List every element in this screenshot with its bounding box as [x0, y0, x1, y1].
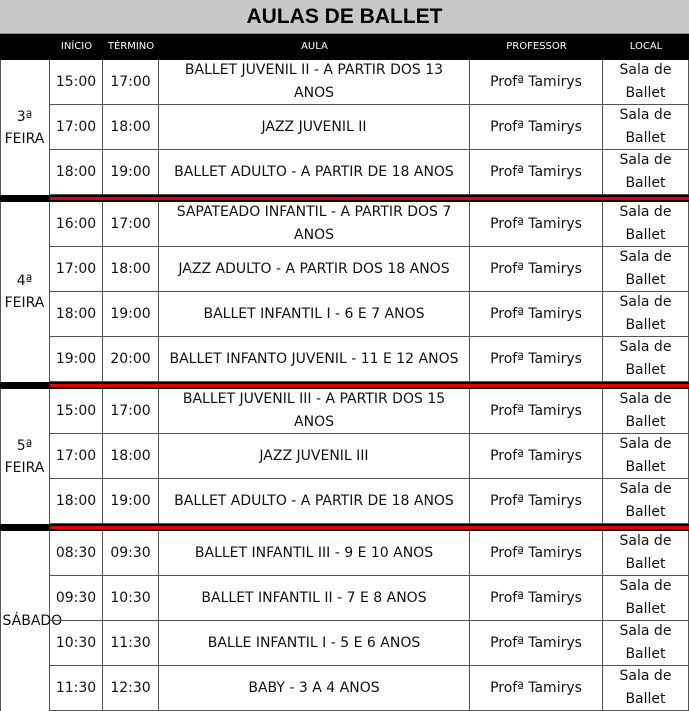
class-name-cell: [159, 202, 470, 246]
table-row: [50, 202, 689, 247]
class-name-cell: [159, 479, 470, 523]
location-cell-text: Sala de Ballet: [619, 481, 672, 520]
location-cell-text: Sala de Ballet: [619, 204, 672, 243]
class-name-cell-text: JAZZ JUVENIL II: [261, 118, 367, 135]
location-cell: [603, 60, 689, 104]
professor-cell-text: Profª Tamirys: [490, 215, 582, 232]
end-time-cell-text: 11:30: [110, 634, 151, 651]
class-name-cell: [159, 337, 470, 381]
class-name-cell-text: BALLET INFANTO JUVENIL - 11 E 12 ANOS: [169, 350, 459, 367]
professor-cell: [470, 150, 603, 194]
day-label: [0, 531, 63, 711]
table-row: [50, 247, 689, 292]
table-row: [50, 292, 689, 337]
red-separator-line: [50, 526, 689, 529]
professor-cell: [470, 621, 603, 665]
day-label: [0, 202, 50, 382]
professor-cell-text: Profª Tamirys: [490, 402, 582, 419]
class-name-cell: [159, 666, 470, 710]
class-name-cell: [159, 60, 470, 104]
header-local: LOCAL: [629, 41, 663, 52]
start-time-cell: [50, 479, 103, 523]
location-cell: [603, 337, 689, 381]
end-time-cell-text: 10:30: [110, 589, 151, 606]
day-group: [0, 389, 689, 524]
end-time-cell-text: 18:00: [110, 118, 151, 135]
class-name-cell: [159, 150, 470, 194]
table-row: [50, 531, 689, 576]
end-time-cell-text: 12:30: [110, 679, 151, 696]
day-label: [0, 389, 50, 524]
location-cell: [603, 666, 689, 710]
location-cell-text: Sala de Ballet: [619, 623, 672, 662]
class-name-cell: [159, 292, 470, 336]
class-name-cell-text: JAZZ JUVENIL III: [259, 447, 369, 464]
professor-cell: [470, 337, 603, 381]
professor-cell-text: Profª Tamirys: [490, 679, 582, 696]
professor-cell: [470, 434, 603, 478]
day-label: [0, 60, 50, 195]
end-time-cell-text: 18:00: [110, 447, 151, 464]
start-time-cell-text: 16:00: [55, 215, 97, 232]
location-cell-text: Sala de Ballet: [619, 533, 672, 572]
location-cell: [603, 247, 689, 291]
end-time-cell: [103, 389, 159, 433]
table-row: [50, 621, 689, 666]
location-cell: [603, 150, 689, 194]
location-cell: [603, 531, 689, 575]
class-name-cell: [159, 621, 470, 665]
start-time-cell-text: 10:30: [55, 634, 97, 651]
day-label-text: 3ª FEIRA: [4, 108, 45, 147]
location-cell-text: Sala de Ballet: [619, 391, 672, 430]
red-separator-line: [50, 197, 689, 200]
class-name-cell: [159, 434, 470, 478]
start-time-cell-text: 15:00: [55, 73, 97, 90]
class-name-cell: [159, 576, 470, 620]
professor-cell-text: Profª Tamirys: [490, 260, 582, 277]
location-cell-text: Sala de Ballet: [619, 578, 672, 617]
class-name-cell: [159, 389, 470, 433]
end-time-cell: [103, 479, 159, 523]
location-cell: [603, 105, 689, 149]
professor-cell: [470, 202, 603, 246]
start-time-cell-text: 18:00: [55, 492, 97, 509]
location-cell: [603, 202, 689, 246]
professor-cell: [470, 292, 603, 336]
class-name-cell: [159, 105, 470, 149]
end-time-cell-text: 17:00: [110, 73, 151, 90]
professor-cell-text: Profª Tamirys: [490, 447, 582, 464]
professor-cell-text: Profª Tamirys: [490, 163, 582, 180]
location-cell: [603, 434, 689, 478]
table-row: [50, 479, 689, 524]
start-time-cell: [50, 389, 103, 433]
start-time-cell-text: 11:30: [55, 679, 97, 696]
start-time-cell-text: 18:00: [55, 163, 97, 180]
class-name-cell-text: SAPATEADO INFANTIL - A PARTIR DOS 7 ANOS: [176, 204, 452, 243]
professor-cell: [470, 389, 603, 433]
end-time-cell: [103, 531, 159, 575]
start-time-cell: [50, 60, 103, 104]
table-header: [0, 34, 689, 60]
location-cell-text: Sala de Ballet: [619, 339, 672, 378]
professor-cell: [470, 105, 603, 149]
location-cell: [603, 576, 689, 620]
table-row: [50, 576, 689, 621]
end-time-cell: [103, 60, 159, 104]
start-time-cell-text: 15:00: [55, 402, 97, 419]
day-label-text: SÁBADO: [2, 613, 63, 629]
location-cell: [603, 479, 689, 523]
red-separator-line: [50, 384, 689, 387]
class-name-cell-text: BALLE INFANTIL I - 5 E 6 ANOS: [207, 634, 421, 651]
end-time-cell-text: 17:00: [110, 402, 151, 419]
header-professor: PROFESSOR: [506, 41, 567, 52]
header-aula: AULA: [301, 41, 328, 52]
end-time-cell-text: 18:00: [110, 260, 151, 277]
professor-cell-text: Profª Tamirys: [490, 73, 582, 90]
start-time-cell: [50, 337, 103, 381]
professor-cell-text: Profª Tamirys: [490, 350, 582, 367]
end-time-cell: [103, 247, 159, 291]
table-row: [50, 337, 689, 382]
professor-cell-text: Profª Tamirys: [490, 305, 582, 322]
location-cell: [603, 292, 689, 336]
header-termino: TÉRMINO: [107, 41, 155, 52]
class-name-cell-text: JAZZ ADULTO - A PARTIR DOS 18 ANOS: [178, 260, 450, 277]
location-cell-text: Sala de Ballet: [619, 294, 672, 333]
end-time-cell: [103, 621, 159, 665]
location-cell-text: Sala de Ballet: [619, 668, 672, 707]
end-time-cell: [103, 202, 159, 246]
location-cell-text: Sala de Ballet: [619, 436, 672, 475]
end-time-cell: [103, 666, 159, 710]
table-row: [50, 60, 689, 105]
start-time-cell-text: 09:30: [55, 589, 97, 606]
location-cell-text: Sala de Ballet: [619, 249, 672, 288]
class-name-cell: [159, 531, 470, 575]
table-row: [50, 666, 689, 711]
professor-cell-text: Profª Tamirys: [490, 544, 582, 561]
professor-cell-text: Profª Tamirys: [490, 634, 582, 651]
start-time-cell: [50, 150, 103, 194]
group-separator: [0, 524, 689, 531]
start-time-cell-text: 17:00: [55, 447, 97, 464]
end-time-cell-text: 19:00: [110, 163, 151, 180]
class-name-cell-text: BALLET INFANTIL II - 7 E 8 ANOS: [201, 589, 427, 606]
end-time-cell: [103, 292, 159, 336]
class-name-cell-text: BALLET INFANTIL I - 6 E 7 ANOS: [203, 305, 425, 322]
end-time-cell: [103, 150, 159, 194]
day-label-text: 5ª FEIRA: [4, 437, 45, 476]
location-cell: [603, 621, 689, 665]
class-name-cell-text: BALLET INFANTIL III - 9 E 10 ANOS: [194, 544, 434, 561]
start-time-cell: [50, 434, 103, 478]
start-time-cell-text: 19:00: [55, 350, 97, 367]
header-inicio: INÍCIO: [60, 41, 93, 52]
table-row: [50, 150, 689, 195]
professor-cell: [470, 666, 603, 710]
location-cell: [603, 389, 689, 433]
location-cell-text: Sala de Ballet: [619, 152, 672, 191]
start-time-cell: [50, 666, 103, 710]
start-time-cell: [50, 621, 103, 665]
class-name-cell-text: BALLET JUVENIL II - A PARTIR DOS 13 ANOS: [184, 62, 444, 101]
professor-cell-text: Profª Tamirys: [490, 492, 582, 509]
day-group: [0, 60, 689, 195]
table-row: [50, 434, 689, 479]
start-time-cell: [50, 202, 103, 246]
end-time-cell: [103, 337, 159, 381]
end-time-cell: [103, 434, 159, 478]
professor-cell: [470, 60, 603, 104]
start-time-cell-text: 17:00: [55, 118, 97, 135]
start-time-cell: [50, 247, 103, 291]
professor-cell: [470, 247, 603, 291]
end-time-cell-text: 20:00: [110, 350, 151, 367]
table-row: [50, 389, 689, 434]
table-row: [50, 105, 689, 150]
location-cell-text: Sala de Ballet: [619, 62, 672, 101]
professor-cell-text: Profª Tamirys: [490, 589, 582, 606]
end-time-cell: [103, 105, 159, 149]
professor-cell: [470, 479, 603, 523]
location-cell-text: Sala de Ballet: [619, 107, 672, 146]
schedule-body: [0, 60, 689, 711]
end-time-cell-text: 17:00: [110, 215, 151, 232]
end-time-cell: [103, 576, 159, 620]
class-name-cell: [159, 247, 470, 291]
professor-cell-text: Profª Tamirys: [490, 118, 582, 135]
start-time-cell: [50, 292, 103, 336]
professor-cell: [470, 576, 603, 620]
end-time-cell-text: 19:00: [110, 492, 151, 509]
class-name-cell-text: BALLET ADULTO - A PARTIR DE 18 ANOS: [174, 163, 454, 180]
start-time-cell: [50, 105, 103, 149]
page-title: AULAS DE BALLET: [0, 0, 689, 34]
start-time-cell-text: 18:00: [55, 305, 97, 322]
start-time-cell: [50, 576, 103, 620]
day-group: [0, 202, 689, 382]
class-name-cell-text: BALLET ADULTO - A PARTIR DE 18 ANOS: [174, 492, 454, 509]
class-name-cell-text: BABY - 3 A 4 ANOS: [248, 679, 380, 696]
day-group: [0, 531, 689, 711]
end-time-cell-text: 09:30: [110, 544, 151, 561]
day-label-text: 4ª FEIRA: [4, 273, 45, 311]
start-time-cell-text: 08:30: [55, 544, 97, 561]
class-name-cell-text: BALLET JUVENIL III - A PARTIR DOS 15 ANOS: [182, 391, 446, 430]
professor-cell: [470, 531, 603, 575]
start-time-cell-text: 17:00: [55, 260, 97, 277]
start-time-cell: [50, 531, 103, 575]
end-time-cell-text: 19:00: [110, 305, 151, 322]
